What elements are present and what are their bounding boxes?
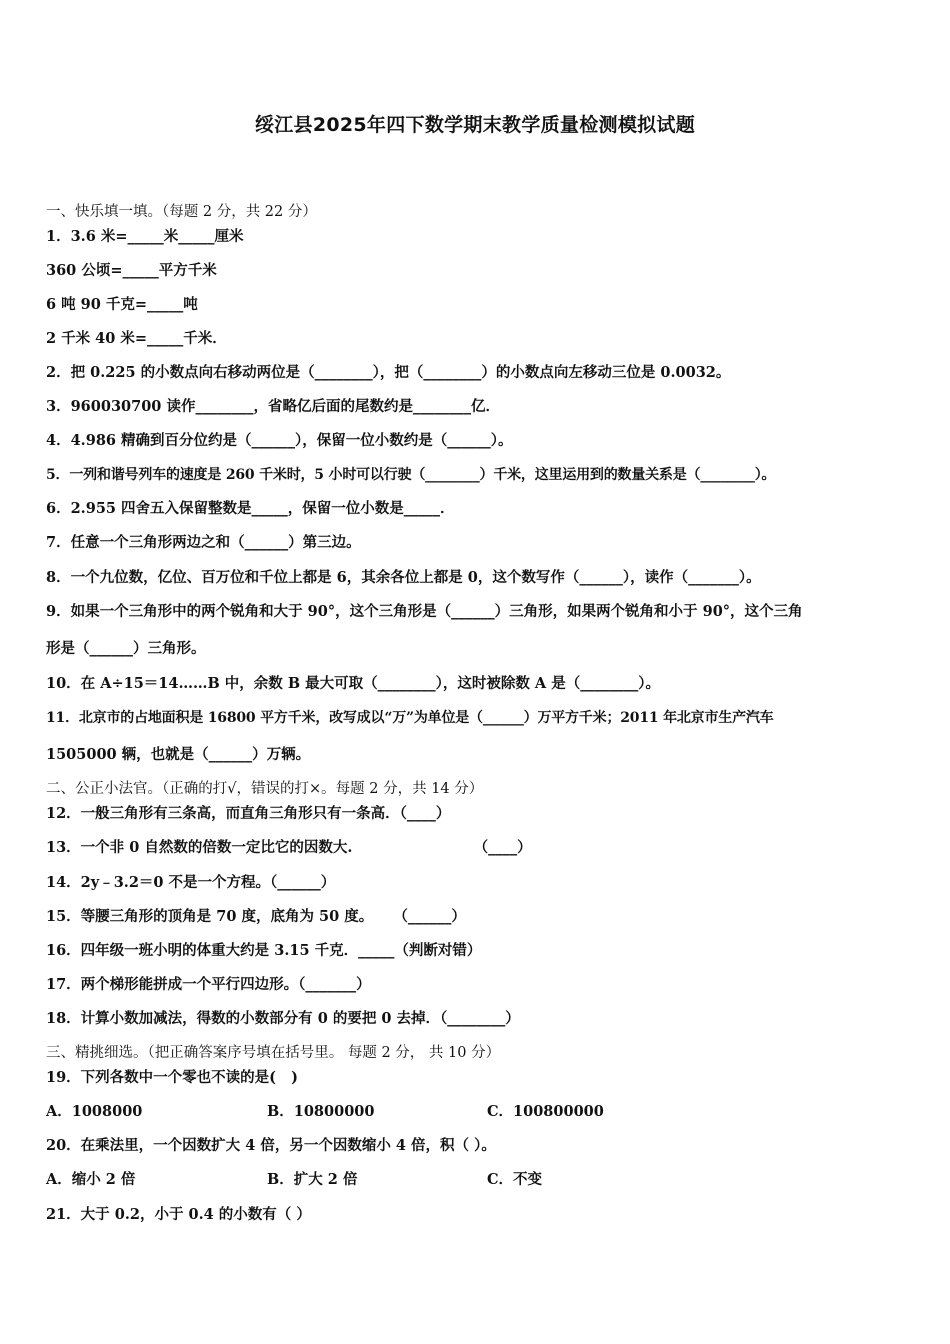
question-11-line1: 11．北京市的占地面积是 16800 平方千米，改写成以“万”为单位是（______）万平方千米；2011 年北京市生产汽车 [46, 710, 774, 726]
question-1b: 360 公顷=_____平方千米 [46, 262, 217, 279]
question-7: 7．任意一个三角形两边之和（______）第三边。 [46, 534, 361, 551]
page-title: 绥江县2025年四下数学期末教学质量检测模拟试题 [254, 114, 696, 136]
question-20-option-b: B．扩大 2 倍 [267, 1171, 358, 1188]
question-10: 10．在 A÷15＝14……B 中，余数 B 最大可取（________），这时被除数 A 是（________）。 [46, 675, 660, 692]
question-21: 21．大于 0.2，小于 0.4 的小数有（ ） [46, 1206, 311, 1223]
question-1: 1．3.6 米=_____米_____厘米 [46, 228, 244, 245]
question-17: 17．两个梯形能拼成一个平行四边形。（_______） [46, 976, 371, 993]
question-5: 5．一列和谐号列车的速度是 260 千米时，5 小时可以行驶（________）千米，这里运用到的数量关系是（________）。 [46, 467, 776, 483]
question-20-option-a: A．缩小 2 倍 [46, 1171, 136, 1188]
question-15: 15．等腰三角形的顶角是 70 度，底角为 50 度。 （______） [46, 908, 466, 925]
question-9-line2: 形是（______）三角形。 [46, 640, 206, 657]
question-8: 8．一个九位数，亿位、百万位和千位上都是 6，其余各位上都是 0，这个数写作（______），读作（_______）。 [46, 569, 761, 586]
question-18: 18．计算小数加减法，得数的小数部分有 0 的要把 0 去掉．（________） [46, 1010, 520, 1027]
question-14: 14．2y﹣3.2＝0 不是一个方程。（______） [46, 874, 336, 891]
section2-heading: 二、公正小法官。（正确的打√，错误的打×。每题 2 分，共 14 分） [46, 781, 484, 797]
question-20: 20．在乘法里，一个因数扩大 4 倍，另一个因数缩小 4 倍，积（ ）。 [46, 1137, 496, 1154]
question-20-option-c: C．不变 [487, 1171, 543, 1188]
question-4: 4．4.986 精确到百分位约是（______），保留一位小数约是（______）。 [46, 432, 513, 449]
question-19-option-a: A．1008000 [46, 1103, 143, 1120]
question-19: 19．下列各数中一个零也不读的是( ) [46, 1069, 299, 1086]
question-6: 6．2.955 四舍五入保留整数是_____，保留一位小数是_____． [46, 500, 455, 517]
question-3: 3．960030700 读作________，省略亿后面的尾数约是________亿． [46, 398, 500, 415]
question-1d: 2 千米 40 米=_____千米． [46, 330, 227, 347]
section1-heading: 一、快乐填一填。（每题 2 分，共 22 分） [46, 204, 317, 220]
question-2: 2．把 0.225 的小数点向右移动两位是（________），把（________）的小数点向左移动三位是 0.0032。 [46, 364, 731, 381]
section3-heading: 三、精挑细选。（把正确答案序号填在括号里。 每题 2 分， 共 10 分） [46, 1045, 501, 1061]
question-11-line2: 1505000 辆，也就是（______）万辆。 [46, 746, 311, 763]
question-16: 16．四年级一班小明的体重大约是 3.15 千克．_____（判断对错） [46, 942, 482, 959]
question-13: 13．一个非 0 自然数的倍数一定比它的因数大. （____） [46, 839, 532, 856]
question-12: 12．一般三角形有三条高，而直角三角形只有一条高．（____） [46, 805, 451, 822]
question-1c: 6 吨 90 千克=_____吨 [46, 296, 198, 313]
question-19-option-c: C．100800000 [487, 1103, 604, 1120]
question-19-option-b: B．10800000 [267, 1103, 375, 1120]
question-9-line1: 9．如果一个三角形中的两个锐角和大于 90°，这个三角形是（______）三角形，如果两个锐角和小于 90°，这个三角 [46, 603, 803, 620]
